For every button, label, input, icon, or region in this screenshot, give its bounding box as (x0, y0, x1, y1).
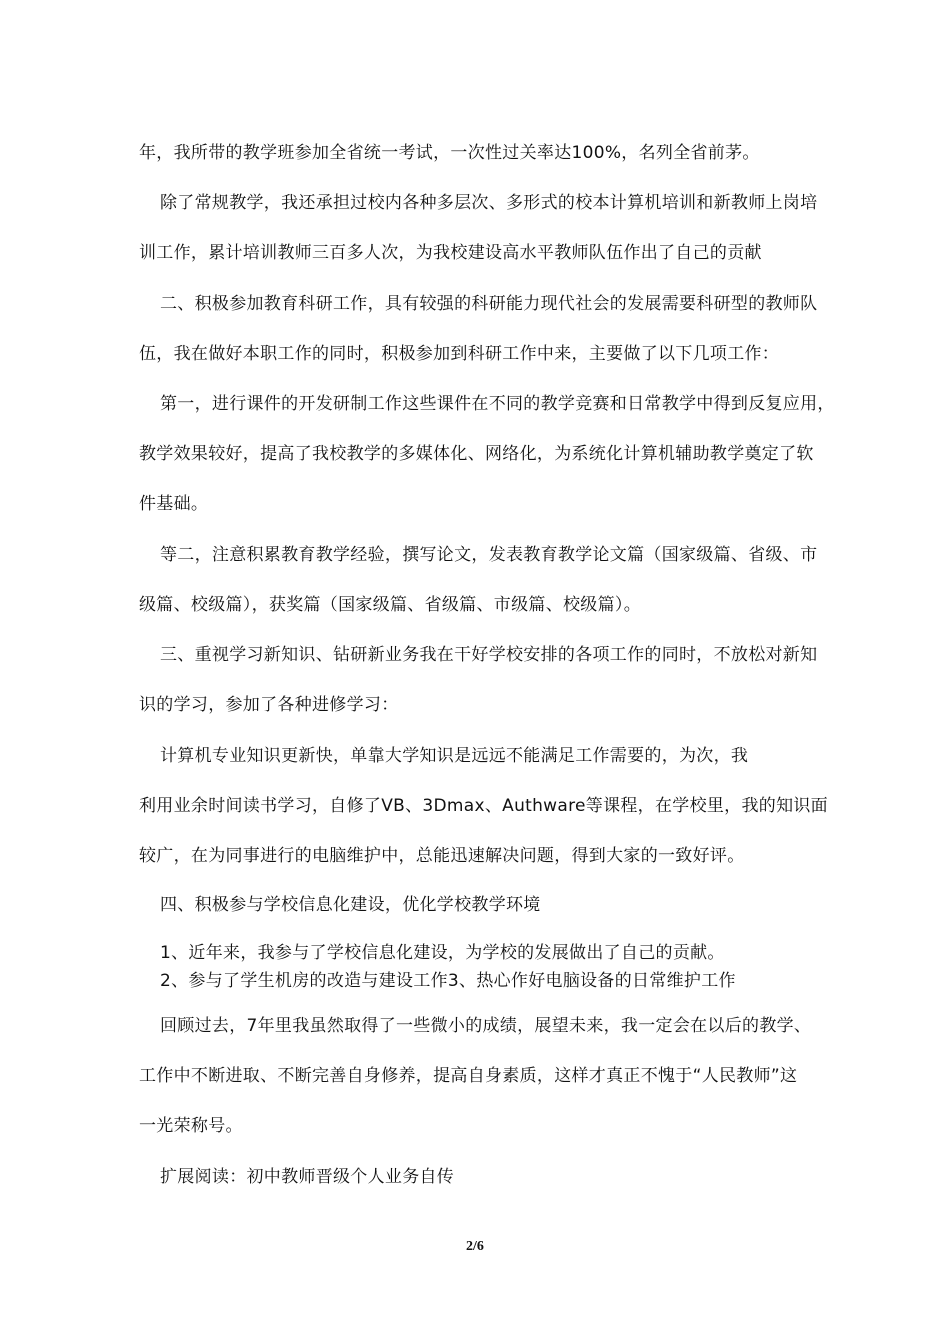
list-item: 1、近年来，我参与了学校信息化建设，为学校的发展做出了自己的贡献。 (160, 943, 725, 963)
list-item: 2、参与了学生机房的改造与建设工作3、热心作好电脑设备的日常维护工作 (160, 971, 736, 991)
page-number: 2/6 (466, 1239, 484, 1254)
text-line: 一光荣称号。 (139, 1116, 243, 1136)
paragraph-start-line: 等二，注意积累教育教学经验，撰写论文，发表教育教学论文篇（国家级篇、省级、市 (160, 545, 818, 565)
text-line: 识的学习，参加了各种进修学习： (139, 695, 399, 715)
text-line: 教学效果较好，提高了我校教学的多媒体化、网络化，为系统化计算机辅助教学奠定了软 (139, 444, 814, 464)
text-line: 较广，在为同事进行的电脑维护中，总能迅速解决问题，得到大家的一致好评。 (139, 846, 745, 866)
text-line: 级篇、校级篇），获奖篇（国家级篇、省级篇、市级篇、校级篇）。 (139, 595, 641, 615)
text-line: 伍，我在做好本职工作的同时，积极参加到科研工作中来，主要做了以下几项工作： (139, 344, 780, 364)
paragraph-start-line: 回顾过去，7年里我虽然取得了一些微小的成绩，展望未来，我一定会在以后的教学、 (160, 1016, 812, 1036)
section-heading-line: 二、积极参加教育科研工作，具有较强的科研能力现代社会的发展需要科研型的教师队 (160, 294, 818, 314)
paragraph-start-line: 第一，进行课件的开发研制工作这些课件在不同的教学竞赛和日常教学中得到反复应用， (160, 394, 835, 414)
text-line: 利用业余时间读书学习，自修了VB、3Dmax、Authware等课程，在学校里，我的知识面 (139, 796, 828, 816)
extended-reading-line: 扩展阅读：初中教师晋级个人业务自传 (160, 1167, 455, 1187)
section-heading-line: 四、积极参与学校信息化建设，优化学校教学环境 (160, 895, 541, 915)
paragraph-start-line: 除了常规教学，我还承担过校内各种多层次、多形式的校本计算机培训和新教师上岗培 (160, 193, 818, 213)
text-line: 训工作，累计培训教师三百多人次，为我校建设高水平教师队伍作出了自己的贡献 (139, 243, 762, 263)
section-heading-line: 三、重视学习新知识、钻研新业务我在干好学校安排的各项工作的同时，不放松对新知 (160, 645, 818, 665)
paragraph-start-line: 计算机专业知识更新快，单靠大学知识是远远不能满足工作需要的，为次，我 (160, 746, 749, 766)
text-line: 年，我所带的教学班参加全省统一考试，一次性过关率达100%，名列全省前茅。 (139, 143, 760, 163)
text-line: 工作中不断进取、不断完善自身修养，提高自身素质，这样才真正不愧于“人民教师”这 (139, 1066, 798, 1086)
text-line: 件基础。 (139, 494, 209, 514)
